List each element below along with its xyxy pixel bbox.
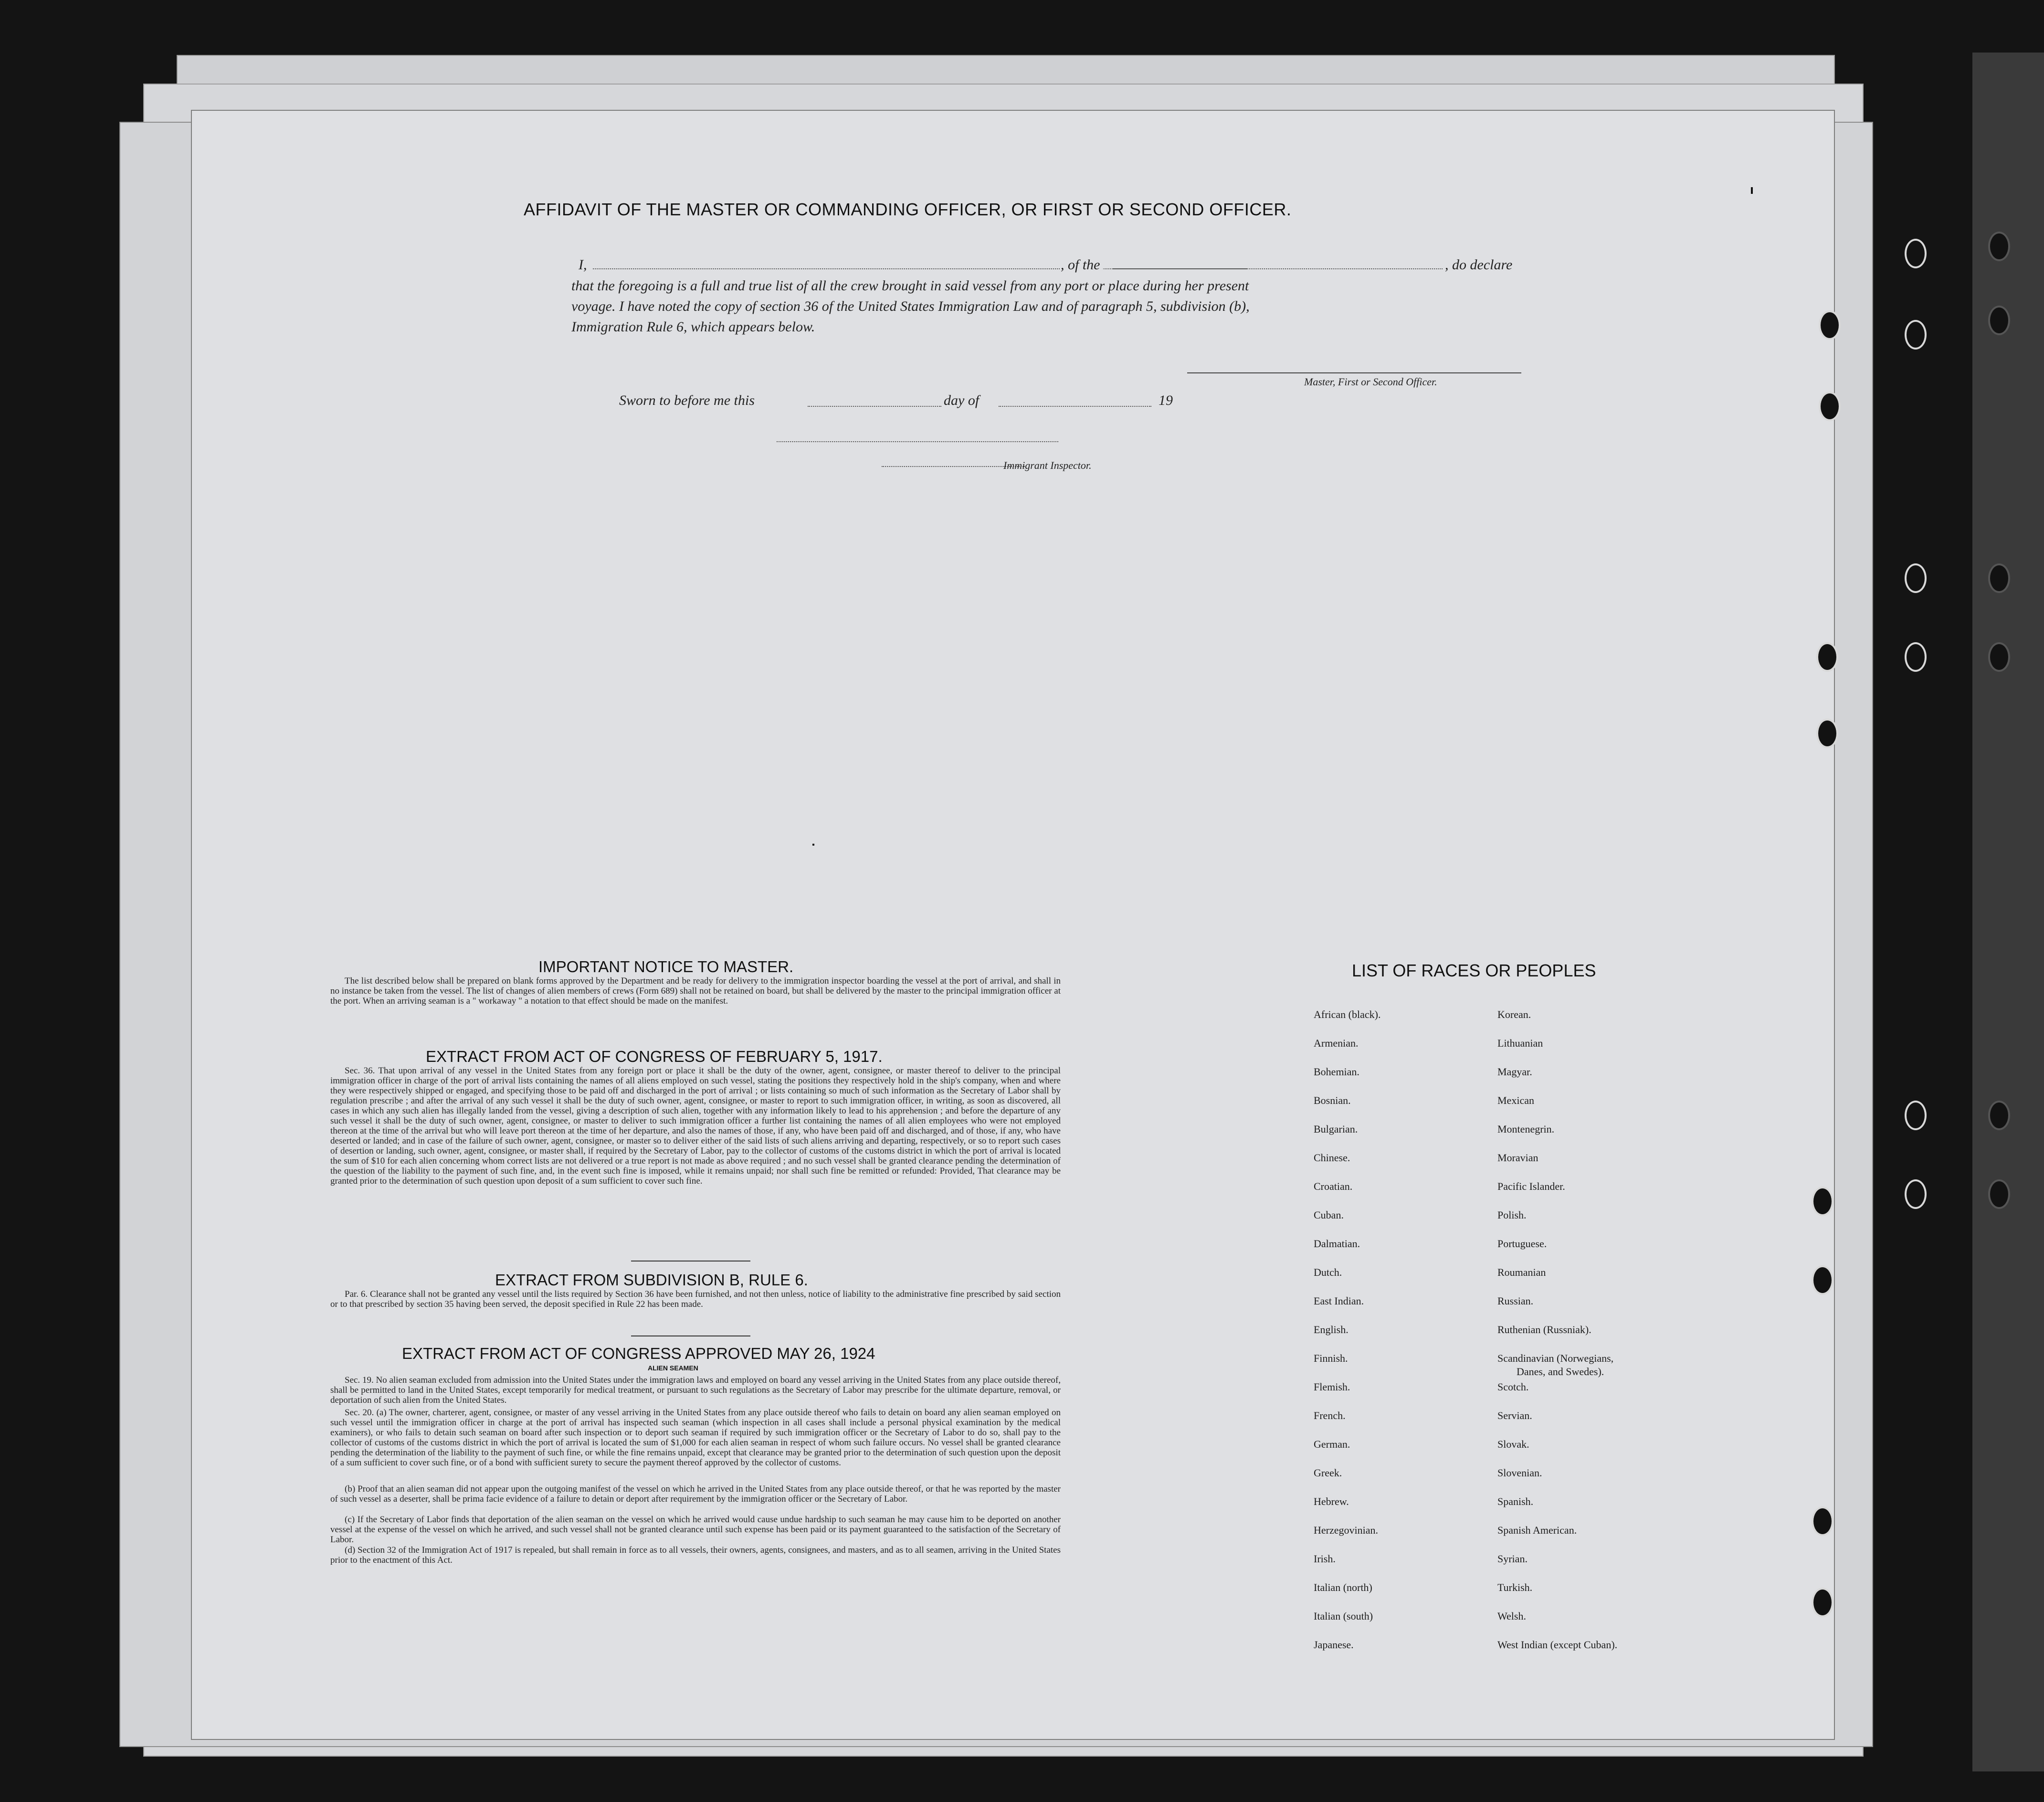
race-item: Korean. [1497,1008,1531,1020]
punch-hole [1812,1588,1833,1617]
race-item: Bulgarian. [1314,1123,1358,1135]
race-item: Welsh. [1497,1610,1526,1622]
extract-rule6-body: Par. 6. Clearance shall not be granted any vessel until the lists required by Section 36 have been furnished, and not then unless, notice of liability to the administrative fine prescribed by said section or to that prescribed by section 35 having been served, the deposit specified in Rule 22 has been made. [330,1289,1061,1309]
race-item: Irish. [1314,1553,1336,1565]
race-item: Servian. [1497,1410,1532,1421]
race-item: Lithuanian [1497,1037,1543,1049]
punch-hole [1819,310,1841,340]
race-item: Slovenian. [1497,1467,1542,1479]
race-item: Danes, and Swedes). [1517,1366,1604,1378]
race-item: Cuban. [1314,1209,1344,1221]
ink-mark [812,844,814,846]
inspector-signature-line[interactable] [777,441,1058,442]
extract-rule6-title: EXTRACT FROM SUBDIVISION B, RULE 6. [495,1271,808,1289]
affidavit-line-3: voyage. I have noted the copy of section 36 of the United States Immigration Law and of paragraph 5, subdivision (b), [571,298,1250,314]
sworn-label: Sworn to before me this [619,392,755,408]
alien-seamen-subtitle: ALIEN SEAMEN [648,1364,698,1372]
punch-hole [1905,563,1927,593]
race-item: Pacific Islander. [1497,1180,1565,1192]
race-item: Japanese. [1314,1639,1354,1651]
inspector-label: Immigrant Inspector. [1003,459,1092,471]
affidavit-title: AFFIDAVIT OF THE MASTER OR COMMANDING OFFICER, OR FIRST OR SECOND OFFICER. [524,200,1292,219]
race-item: Bohemian. [1314,1066,1359,1078]
race-item: Italian (south) [1314,1610,1373,1622]
race-item: Spanish American. [1497,1524,1577,1536]
binder-hole [1988,1179,2010,1209]
race-item: Mexican [1497,1094,1534,1106]
punch-hole [1812,1506,1833,1536]
race-item: Spanish. [1497,1495,1534,1507]
race-item: Dalmatian. [1314,1238,1360,1250]
sworn-month-field[interactable] [999,406,1151,407]
race-item: Flemish. [1314,1381,1350,1393]
race-item: Bosnian. [1314,1094,1351,1106]
notice-body: The list described below shall be prepared on blank forms approved by the Department and be ready for delivery to the immigration inspector boarding the vessel at the port of arrival, and shall in no instance be taken from the vessel. The list of changes of alien members of crews (Form 689) shall not be retained on board, but shall be delivered by the master to the principal immigration officer at the port. When an arriving seaman is a " workaway " a notation to that effect should be made on the manifest. [330,976,1061,1006]
race-item: Syrian. [1497,1553,1528,1565]
punch-hole [1905,1179,1927,1209]
affidavit-line-4: Immigration Rule 6, which appears below. [571,319,815,335]
race-item: Italian (north) [1314,1581,1372,1593]
binder-hole [1988,563,2010,593]
sec20a-body: Sec. 20. (a) The owner, charterer, agent, consignee, or master of any vessel arriving in the United States from any place outside thereof who fails to detain on board any alien seaman employed on such vessel until the immigration officer in charge at the port of arrival has inspected such seaman (which inspection in all cases shall include a personal physical examination by the medical examiners), or who fails to detain such seaman on board after such inspection or to deport such seaman if required by such immigration officer or the Secretary of Labor to do so, shall pay to the collector of customs of the customs district in which the port of arrival is located the sum of $1,000 for each alien seaman in respect of whom such failure occurs. No vessel shall be granted clearance pending the determination of the liability to the payment of such fine, or while the fine remains unpaid, except that clearance may be granted prior to the determination of such question upon the deposit of a sum sufficient to cover such fine, or of a bond with sufficient surety to secure the payment thereof approved by the collector of customs. [330,1408,1061,1468]
sec20c-body: (c) If the Secretary of Labor finds that deportation of the alien seaman on the vessel on which he arrived would cause undue hardship to such seaman he may cause him to be deported on another vessel at the expense of the vessel on which he arrived, and such vessel shall not be granted clearance until such expense has been paid or its payment guaranteed to the satisfaction of the Secretary of Labor. [330,1515,1061,1545]
race-item: German. [1314,1438,1350,1450]
vessel-field[interactable] [1113,268,1443,269]
race-item: English. [1314,1324,1349,1336]
day-of-label: day of [944,392,980,408]
binder-hole [1988,306,2010,335]
binder-hole [1988,232,2010,261]
year-label: 19 [1159,392,1173,408]
race-item: Polish. [1497,1209,1527,1221]
punch-hole [1905,642,1927,672]
race-item: Slovak. [1497,1438,1529,1450]
affidavit-i: I, [579,257,587,273]
punch-hole [1905,239,1927,268]
ink-mark [1751,187,1753,194]
race-item: Croatian. [1314,1180,1353,1192]
race-item: Moravian [1497,1152,1538,1164]
binder-hole [1988,642,2010,672]
race-item: Armenian. [1314,1037,1359,1049]
punch-hole [1819,392,1841,421]
master-signature-line[interactable] [1187,372,1521,373]
sec19-body: Sec. 19. No alien seaman excluded from admission into the United States under the immigration laws and employed on board any vessel arriving in the United States from any place outside thereof, shall be permitted to land in the United States, except temporarily for medical treatment, or pursuant to such regulations as the Secretary of Labor may prescribe for the ultimate departure, removal, or deportation of such alien from the United States. [330,1375,1061,1405]
punch-hole [1905,1101,1927,1130]
race-item: Roumanian [1497,1266,1546,1278]
race-item: Chinese. [1314,1152,1350,1164]
race-item: Scotch. [1497,1381,1529,1393]
race-item: Magyar. [1497,1066,1532,1078]
extract-1924-title: EXTRACT FROM ACT OF CONGRESS APPROVED MAY 26, 1924 [402,1345,875,1362]
notice-title: IMPORTANT NOTICE TO MASTER. [538,958,794,975]
race-item: Finnish. [1314,1352,1348,1364]
sworn-day-field[interactable] [808,406,941,407]
race-item: Russian. [1497,1295,1534,1307]
affidavit-line-2: that the foregoing is a full and true list of all the crew brought in said vessel from any port or place during her present [571,278,1249,294]
punch-hole [1816,642,1838,672]
punch-hole [1905,320,1927,350]
race-item: Scandinavian (Norwegians, [1497,1352,1614,1364]
race-item: Herzegovinian. [1314,1524,1378,1536]
affidavit-of-the: , of the [1061,257,1103,273]
master-signature-label: Master, First or Second Officer. [1304,376,1437,388]
race-item: Dutch. [1314,1266,1342,1278]
race-item: Ruthenian (Russniak). [1497,1324,1591,1336]
extract-1917-body: Sec. 36. That upon arrival of any vessel in the United States from any foreign port or place it shall be the duty of the owner, agent, consignee, or master thereof to deliver to the principal immigration officer in charge of the port of arrival lists containing the names of all aliens employed on such vessel, stating the positions they respectively hold in the ship's company, when and where they were respectively shipped or engaged, and specifying those to be paid off and discharged in the port of arrival ; or lists containing so much of such information as the Secretary of Labor shall by regulation prescribe ; and after the arrival of any such vessel it shall be the duty of such owner, agent, consignee, or master to report to such immigration officer, in writing, as soon as discovered, all cases in which any such alien has illegally landed from the vessel, giving a description of such alien, together with any information likely to lead to his apprehension ; and before the departure of any such vessel it shall be the duty of such owner, agent, consignee, or master to deliver to such immigration officer a further list containing the names of all alien employees who were not employed thereon at the time of the arrival but who will leave port thereon at the time of her departure, and also the names of those, if any, who have been paid off and discharged, and of those, if any, who have deserted or landed; and in case of the failure of such owner, agent, consignee, or master so to deliver either of the said lists of such aliens arriving and departing, respectively, or so to report such cases of desertion or landing, such owner, agent, consignee, or master shall, if required by the Secretary of Labor, pay to the collector of customs of the customs district in which the port of arrival is located the sum of $10 for each alien concerning whom correct lists are not delivered or a true report is not made as above required ; and no such vessel shall be granted clearance pending the determination of the question of the liability to the payment of such fine, and, in the event such fine is imposed, while it remains unpaid; nor shall such fine be remitted or refunded: Provided, That clearance may be granted prior to the determination of such question upon deposit of a sum sufficient to cover such fine. [330,1066,1061,1186]
binder-hole [1988,1101,2010,1130]
manifest-page [191,110,1835,1740]
race-item: African (black). [1314,1008,1381,1020]
sec20b-body: (b) Proof that an alien seaman did not appear upon the outgoing manifest of the vessel on which he arrived in the United States from any place outside thereof, or that he was reported by the master of such vessel as a deserter, shall be prima facie evidence of a failure to detain or deport after requirement by the immigration officer or the Secretary of Labor. [330,1484,1061,1504]
race-item: Turkish. [1497,1581,1533,1593]
race-item: West Indian (except Cuban). [1497,1639,1618,1651]
race-item: East Indian. [1314,1295,1364,1307]
race-item: Hebrew. [1314,1495,1349,1507]
punch-hole [1816,719,1838,748]
race-item: Montenegrin. [1497,1123,1555,1135]
extract-1917-title: EXTRACT FROM ACT OF CONGRESS OF FEBRUARY 5, 1917. [426,1048,883,1065]
binder-strip [1972,53,2044,1771]
races-title: LIST OF RACES OR PEOPLES [1352,961,1596,980]
affidavit-declare: , do declare [1445,257,1513,273]
race-item: French. [1314,1410,1346,1421]
punch-hole [1812,1265,1833,1295]
punch-hole [1812,1187,1833,1216]
race-item: Greek. [1314,1467,1342,1479]
race-item: Portuguese. [1497,1238,1547,1250]
sec20d-body: (d) Section 32 of the Immigration Act of 1917 is repealed, but shall remain in force as to all vessels, their owners, agents, consignees, and masters, and as to all seamen, arriving in the United States prior to the enactment of this Act. [330,1545,1061,1565]
